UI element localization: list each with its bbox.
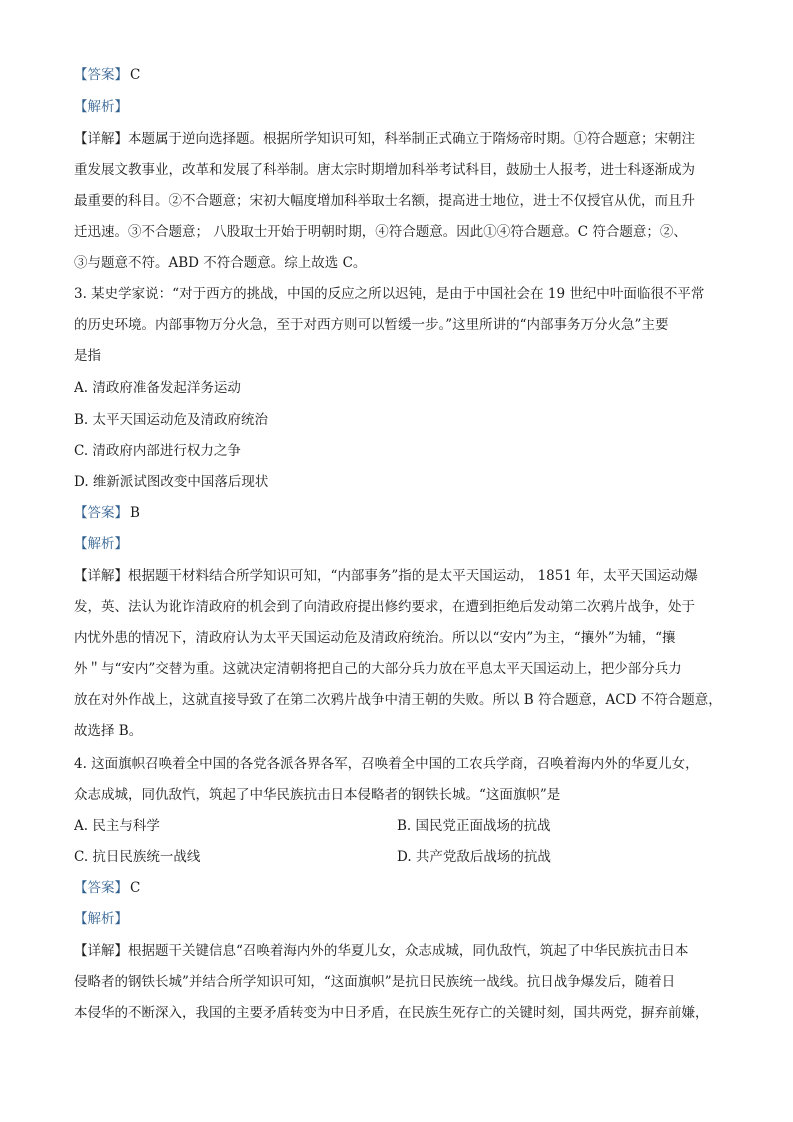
answer-tag: 【答案】 [74, 505, 128, 521]
answer-tag: 【答案】 [74, 880, 128, 896]
answer-value: C [130, 67, 141, 83]
explanation-line: 故选择 B。 [74, 723, 143, 739]
question-4-stem: 众志成城，同仇敌忾，筑起了中华民族抗击日本侵略者的钢铁长城。“这面旗帜”是 [74, 787, 561, 803]
answer-value: C [130, 880, 141, 896]
question-3-stem: 3. 某史学家说：“对于西方的挑战，中国的反应之所以迟钝，是由于中国社会在 19 世纪中叶面临很不平常 [74, 286, 705, 302]
explanation-line: 【详解】根据题干材料结合所学知识可知，“内部事务”指的是太平天国运动， 1851 年，太平天国运动爆 [74, 568, 698, 584]
explanation-line: 【详解】本题属于逆向选择题。根据所学知识可知，科举制正式确立于隋炀帝时期。①符合题意；宋朝注 [74, 131, 695, 147]
option-b: B. 国民党正面战场的抗战 [397, 818, 551, 834]
analysis-tag: 【解析】 [74, 536, 128, 552]
option-c: C. 清政府内部进行权力之争 [74, 443, 241, 459]
explanation-line: 最重要的科目。②不合题意；宋初大幅度增加科举取士名额，提高进士地位，进士不仅授官从优，而且升 [74, 193, 695, 209]
answer-tag: 【答案】 [74, 67, 128, 83]
explanation-line: 重发展文教事业，改革和发展了科举制。唐太宗时期增加科举考试科目，鼓励士人报考，进士科逐渐成为 [74, 162, 695, 178]
analysis-line [74, 909, 724, 929]
option-a: A. 清政府准备发起洋务运动 [74, 380, 241, 396]
analysis-tag: 【解析】 [74, 99, 128, 115]
explanation-line: 内忧外患的情况下，清政府认为太平天国运动危及清政府统治。所以以“安内”为主，“攘外”为辅，“攘 [74, 630, 676, 646]
option-b: B. 太平天国运动危及清政府统治 [74, 412, 269, 428]
explanation-line: 【详解】根据题干关键信息“召唤着海内外的华夏儿女，众志成城，同仇敌忾，筑起了中华民族抗击日本 [74, 943, 689, 959]
analysis-line [74, 534, 724, 554]
option-a: A. 民主与科学 [74, 818, 160, 834]
analysis-line [74, 97, 724, 117]
explanation-line: 发，英、法认为讹诈清政府的机会到了向清政府提出修约要求，在遭到拒绝后发动第二次鸦片战争，处于 [74, 599, 695, 615]
option-c: C. 抗日民族统一战线 [74, 849, 201, 865]
explanation-line: 侵略者的钢铁长城”并结合所学知识可知，“这面旗帜”是抗日民族统一战线。抗日战争爆发后，随着日 [74, 974, 676, 990]
explanation-line: ③与题意不符。ABD 不符合题意。综上故选 C。 [74, 255, 367, 271]
explanation-line: 迁迅速。③不合题意； 八股取士开始于明朝时期，④符合题意。因此①④符合题意。C 符合题意；②、 [74, 224, 687, 240]
question-3-stem: 的历史环境。内部事物万分火急，至于对西方则可以暂缓一步。”这里所讲的“内部事务万分火急”主要 [74, 317, 669, 333]
answer-line [74, 503, 724, 523]
answer-line [74, 878, 724, 898]
analysis-tag: 【解析】 [74, 911, 128, 927]
option-d: D. 共产党敌后战场的抗战 [397, 849, 551, 865]
answer-line [74, 65, 724, 85]
explanation-line: 外＂与“安内”交替为重。这就决定清朝将把自己的大部分兵力放在平息太平天国运动上，把少部分兵力 [74, 661, 682, 677]
question-3-stem: 是指 [74, 348, 101, 364]
explanation-line: 本侵华的不断深入，我国的主要矛盾转变为中日矛盾，在民族生死存亡的关键时刻，国共两党，摒弃前嫌， [74, 1005, 709, 1021]
explanation-line: 放在对外作战上，这就直接导致了在第二次鸦片战争中清王朝的失败。所以 B 符合题意，ACD 不符合题意， [74, 692, 722, 708]
question-4-stem: 4. 这面旗帜召唤着全中国的各党各派各界各军，召唤着全中国的工农兵学商，召唤着海内外的华夏儿女， [74, 756, 699, 772]
option-d: D. 维新派试图改变中国落后现状 [74, 474, 269, 490]
answer-value: B [130, 505, 140, 521]
